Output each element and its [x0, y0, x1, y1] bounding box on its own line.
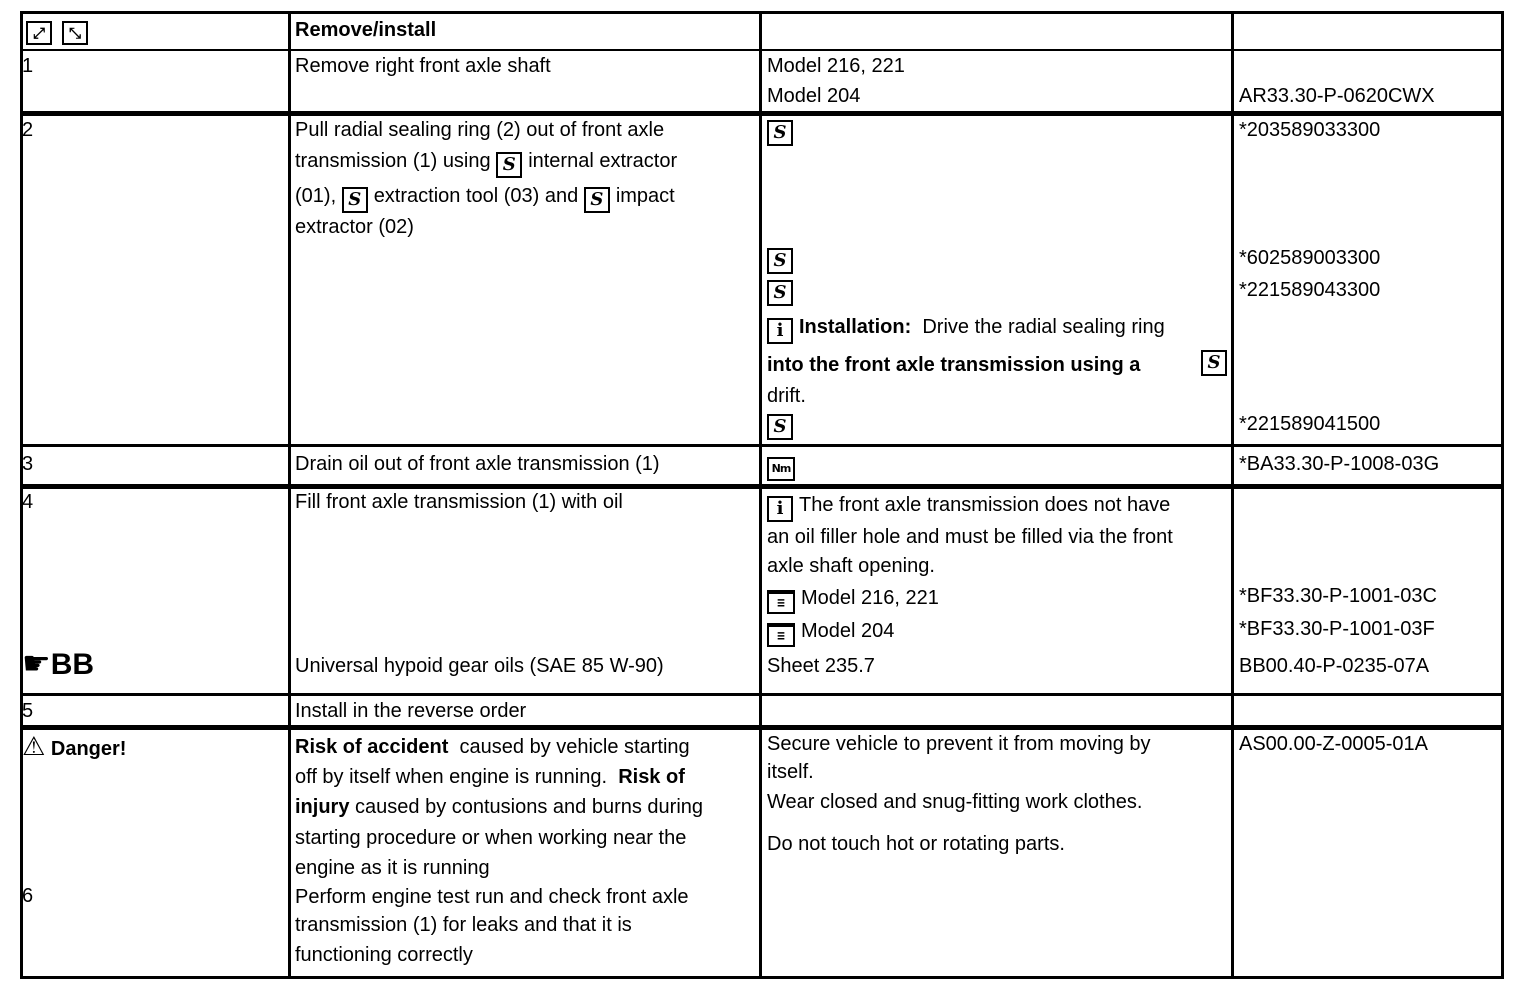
sheet-text: Sheet 235.7: [767, 655, 875, 677]
pointing-hand-icon: ☛: [22, 645, 51, 681]
grid-line: [20, 725, 1504, 730]
grid-line: [288, 11, 291, 979]
step-action: transmission (1) for leaks and that it is: [295, 914, 632, 936]
specification-document-icon[interactable]: ≡: [767, 623, 795, 647]
bb-label: BB: [50, 648, 95, 681]
model-spec: [767, 619, 894, 647]
special-tool-icon[interactable]: S: [767, 120, 793, 146]
header-icons: [26, 17, 98, 45]
grid-line: [20, 693, 1504, 696]
step-action: Drain oil out of front axle transmission (1): [295, 453, 660, 475]
info-icon: i: [767, 318, 793, 344]
warning-triangle-icon: ⚠: [22, 731, 46, 761]
document-reference-link[interactable]: BB00.40-P-0235-07A: [1239, 655, 1430, 677]
action-text: internal extractor: [528, 150, 678, 172]
safety-text: itself.: [767, 761, 814, 783]
special-tool-icon[interactable]: S: [496, 152, 522, 178]
grid-line: [20, 11, 1504, 14]
torque-icon[interactable]: Nm: [767, 457, 795, 481]
model-spec: [767, 586, 939, 614]
document-reference-link[interactable]: *BF33.30-P-1001-03C: [1239, 585, 1437, 607]
risk-text: [295, 765, 685, 789]
danger-text: Danger!: [50, 738, 127, 760]
action-text: (01),: [295, 185, 337, 207]
grid-line: [20, 484, 1504, 489]
risk-line: caused by contusions and burns during: [355, 796, 704, 818]
document-reference-link[interactable]: AS00.00-Z-0005-01A: [1239, 733, 1429, 755]
header-title: Remove/install: [295, 19, 437, 41]
document-reference-link[interactable]: *BF33.30-P-1001-03F: [1239, 618, 1435, 640]
installation-note-line: drift.: [767, 385, 806, 407]
step-number: 5: [22, 700, 34, 722]
step-action: Install in the reverse order: [295, 700, 527, 722]
tool-cell: [767, 277, 799, 306]
step-number: 1: [22, 55, 34, 77]
grid-line: [20, 111, 1504, 116]
special-tool-icon[interactable]: S: [342, 187, 368, 213]
model-text: Model 216, 221: [801, 587, 939, 609]
collapse-all-icon[interactable]: ⤡: [62, 21, 88, 45]
note-text: an oil filler hole and must be filled via the front: [767, 526, 1173, 548]
risk-bold: Risk of accident: [295, 736, 449, 758]
safety-text: Secure vehicle to prevent it from moving by: [767, 733, 1151, 755]
danger-label: [22, 733, 126, 761]
safety-text: Wear closed and snug-fitting work clothes.: [767, 791, 1143, 813]
step-action: extractor (02): [295, 216, 414, 238]
model-text: Model 204: [767, 85, 861, 107]
tool-number-link[interactable]: *203589033300: [1239, 119, 1381, 141]
tool-number-link[interactable]: *602589003300: [1239, 247, 1381, 269]
procedure-table: [20, 11, 1504, 979]
operating-fluid-marker: [22, 647, 94, 681]
tool-cell: [767, 117, 799, 146]
installation-label: Installation:: [799, 316, 912, 338]
risk-text: [295, 735, 690, 759]
special-tool-icon[interactable]: S: [767, 414, 793, 440]
model-text: Model 216, 221: [767, 55, 905, 77]
note-text: Drive the radial sealing ring: [922, 316, 1165, 338]
tool-cell: [1201, 347, 1233, 376]
operating-fluid-text: Universal hypoid gear oils (SAE 85 W-90): [295, 655, 664, 677]
action-text: extraction tool (03) and: [373, 185, 579, 207]
note-text: axle shaft opening.: [767, 555, 935, 577]
step-action: Perform engine test run and check front axle: [295, 886, 689, 908]
risk-line: caused by vehicle starting: [459, 736, 690, 758]
tool-number-link[interactable]: *221589043300: [1239, 279, 1381, 301]
special-tool-icon[interactable]: S: [767, 248, 793, 274]
document-reference-link[interactable]: *BA33.30-P-1008-03G: [1239, 453, 1440, 475]
info-note: [767, 493, 1170, 522]
tool-cell: [767, 245, 799, 274]
grid-line: [1501, 11, 1504, 979]
model-text: Model 204: [801, 620, 895, 642]
risk-bold: Risk of: [618, 766, 685, 788]
grid-line: [759, 11, 762, 979]
step-action: [295, 149, 677, 178]
special-tool-icon[interactable]: S: [767, 280, 793, 306]
grid-line: [20, 444, 1504, 447]
installation-note-line: into the front axle transmission using a: [767, 354, 1141, 376]
risk-line: off by itself when engine is running.: [295, 766, 608, 788]
safety-text: Do not touch hot or rotating parts.: [767, 833, 1065, 855]
torque-cell: [767, 451, 801, 481]
action-text: impact: [615, 185, 675, 207]
step-action: Fill front axle transmission (1) with oil: [295, 491, 623, 513]
step-action: Remove right front axle shaft: [295, 55, 551, 77]
expand-all-icon[interactable]: ⤢: [26, 21, 52, 45]
tool-cell: [767, 411, 799, 440]
note-text: The front axle transmission does not have: [799, 494, 1171, 516]
grid-line: [20, 976, 1504, 979]
installation-note: [767, 315, 1165, 344]
specification-document-icon[interactable]: ≡: [767, 590, 795, 614]
step-number: 4: [22, 491, 34, 513]
step-number: 2: [22, 119, 34, 141]
info-icon: i: [767, 496, 793, 522]
risk-text: [295, 795, 703, 819]
tool-number-link[interactable]: *221589041500: [1239, 413, 1381, 435]
step-action: Pull radial sealing ring (2) out of front axle: [295, 119, 665, 141]
special-tool-icon[interactable]: S: [584, 187, 610, 213]
risk-text: engine as it is running: [295, 857, 490, 879]
special-tool-icon[interactable]: S: [1201, 350, 1227, 376]
step-action: functioning correctly: [295, 944, 473, 966]
grid-line: [20, 49, 1504, 51]
grid-line: [1231, 11, 1234, 979]
step-number: 6: [22, 885, 34, 907]
document-reference-link[interactable]: AR33.30-P-0620CWX: [1239, 85, 1435, 107]
step-number: 3: [22, 453, 34, 475]
risk-bold: injury: [295, 796, 350, 818]
action-text: transmission (1) using: [295, 150, 491, 172]
risk-text: starting procedure or when working near the: [295, 827, 687, 849]
step-action: [295, 184, 675, 213]
